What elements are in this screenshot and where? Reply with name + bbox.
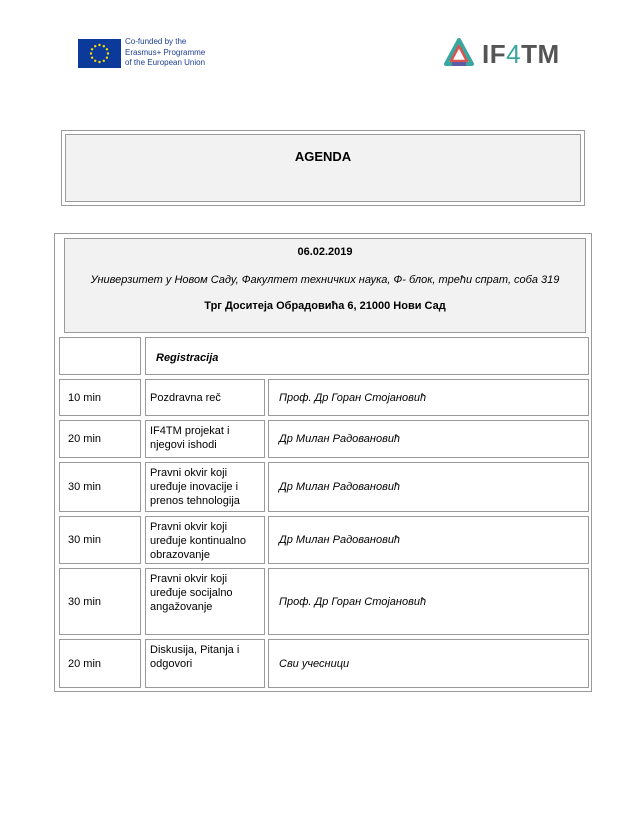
row-6-presenter: Сви учесници <box>268 639 589 688</box>
row-3-topic-line-3: prenos tehnologija <box>150 495 240 507</box>
event-address: Трг Доситеја Обрадовића 6, 21000 Нови Сад <box>204 300 446 312</box>
eu-logo-line-2: Erasmus+ Programme <box>125 47 206 57</box>
row-2-topic <box>145 420 265 458</box>
row-6-duration: 20 min <box>59 639 141 688</box>
row-6-topic-line-1: Diskusija, Pitanja i <box>150 644 240 656</box>
logo-four: 4 <box>506 39 522 69</box>
row-3-topic-line-1: Pravni okvir koji <box>150 467 228 479</box>
row-3-topic <box>145 462 265 512</box>
eu-flag-icon <box>78 39 121 68</box>
if4tm-triangle-icon <box>442 37 476 71</box>
event-venue: Универзитет у Новом Саду, Факултет техничких наука, Ф- блок, трећи спрат, соба 319 <box>90 274 560 286</box>
row-2-topic-line-2: njegovi ishodi <box>150 439 217 451</box>
row-4-topic-line-3: obrazovanje <box>150 549 210 561</box>
row-1-duration: 10 min <box>59 379 141 416</box>
row-1-topic <box>145 379 265 416</box>
if4tm-wordmark <box>482 39 560 70</box>
row-3-duration: 30 min <box>59 462 141 512</box>
row-4-topic <box>145 516 265 564</box>
row-2-duration: 20 min <box>59 420 141 458</box>
if4tm-logo <box>442 37 572 71</box>
logo-tm: TM <box>521 39 560 69</box>
row-3-topic-line-2: uređuje inovacije i <box>150 481 239 493</box>
row-4-duration: 30 min <box>59 516 141 564</box>
row-5-presenter: Проф. Др Горан Стојановић <box>268 568 589 635</box>
eu-logo-line-3: of the European Union <box>125 58 206 67</box>
row-6-topic <box>145 639 265 688</box>
eu-logo-text <box>125 37 205 69</box>
event-date: 06.02.2019 <box>297 246 353 258</box>
row-5-topic <box>145 568 265 635</box>
row-5-topic-line-2: uređuje socijalno <box>150 587 233 599</box>
eu-logo-line-1: Co-funded by the <box>125 37 187 46</box>
logo-if: IF <box>482 39 507 69</box>
eu-stars-icon <box>78 39 121 68</box>
row-1-presenter: Проф. Др Горан Стојановић <box>268 379 589 416</box>
row-5-topic-line-3: angažovanje <box>150 601 213 613</box>
agenda-title-cell <box>65 134 581 202</box>
row-2-topic-line-1: IF4TM projekat i <box>150 425 230 437</box>
registration-label: Registracija <box>145 337 589 375</box>
event-header-cell <box>64 238 586 333</box>
registration-time-cell <box>59 337 141 375</box>
row-4-presenter: Др Милан Радовановић <box>268 516 589 564</box>
row-4-topic-line-1: Pravni okvir koji <box>150 521 228 533</box>
eu-cofunded-logo <box>78 37 223 71</box>
row-4-topic-line-2: uređuje kontinualno <box>150 535 247 547</box>
row-3-presenter: Др Милан Радовановић <box>268 462 589 512</box>
schedule-table <box>54 233 592 692</box>
row-6-topic-line-2: odgovori <box>150 658 193 670</box>
row-2-presenter: Др Милан Радовановић <box>268 420 589 458</box>
row-5-duration: 30 min <box>59 568 141 635</box>
agenda-title-box <box>61 130 585 206</box>
agenda-title: AGENDA <box>294 149 352 164</box>
row-5-topic-line-1: Pravni okvir koji <box>150 573 228 585</box>
row-1-topic-line-1: Pozdravna reč <box>150 391 221 404</box>
